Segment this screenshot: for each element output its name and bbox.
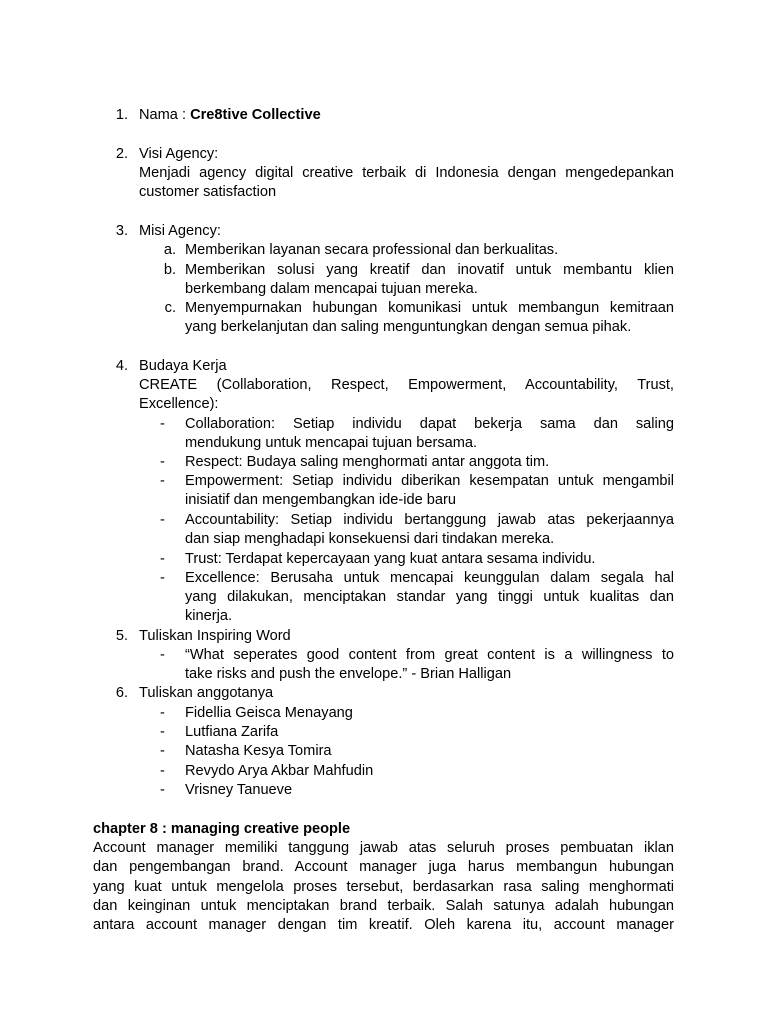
bullet-dash: - bbox=[160, 782, 165, 798]
misi-item: yang berkelanjutan dan saling menguntungkan dengan semua pihak. bbox=[185, 319, 632, 335]
nama-line bbox=[139, 106, 321, 125]
bullet-dash: - bbox=[160, 705, 165, 721]
item-number: 4. bbox=[115, 358, 128, 374]
value-item: Collaboration: Setiap individu dapat bekerja sama dan saling bbox=[185, 416, 674, 432]
item-number: 1. bbox=[115, 107, 128, 123]
item-number: 2. bbox=[115, 146, 128, 162]
budaya-intro: Excellence): bbox=[139, 396, 219, 412]
value-item: dan siap menghadapi konsekuensi dari tindakan mereka. bbox=[185, 531, 555, 547]
bullet-dash: - bbox=[160, 647, 165, 663]
sub-marker: b. bbox=[163, 262, 176, 278]
chapter-paragraph-line: dan pengembangan brand. Account manager juga harus membangun hubungan bbox=[93, 859, 674, 875]
misi-item: berkembang dalam mencapai tujuan mereka. bbox=[185, 281, 478, 297]
misi-item: Memberikan layanan secara professional dan berkualitas. bbox=[185, 242, 559, 258]
misi-item: Menyempurnakan hubungan komunikasi untuk membangun kemitraan bbox=[185, 300, 674, 316]
bullet-dash: - bbox=[160, 454, 165, 470]
inspiring-label: Tuliskan Inspiring Word bbox=[139, 628, 291, 644]
misi-item: Memberikan solusi yang kreatif dan inovatif untuk membantu klien bbox=[185, 262, 674, 278]
chapter-paragraph-line: Account manager memiliki tanggung jawab atas seluruh proses pembuatan iklan bbox=[93, 840, 674, 856]
quote-text: “What seperates good content from great content is a willingness to bbox=[185, 647, 674, 663]
chapter-paragraph-line: dan keinginan untuk menciptakan brand terbaik. Salah satunya adalah hubungan bbox=[93, 898, 674, 914]
budaya-label: Budaya Kerja bbox=[139, 358, 227, 374]
value-item: inisiatif dan mengembangkan ide-ide baru bbox=[185, 492, 456, 508]
value-item: yang dilakukan, menciptakan standar yang tinggi untuk kualitas dan bbox=[185, 589, 674, 605]
member-name: Fidellia Geisca Menayang bbox=[185, 705, 353, 721]
value-item: kinerja. bbox=[185, 608, 233, 624]
bullet-dash: - bbox=[160, 551, 165, 567]
member-name: Vrisney Tanueve bbox=[185, 782, 293, 798]
chapter-heading: chapter 8 : managing creative people bbox=[93, 821, 351, 837]
value-item: Accountability: Setiap individu bertanggung jawab atas pekerjaannya bbox=[185, 512, 674, 528]
value-item: Excellence: Berusaha untuk mencapai keunggulan dalam segala hal bbox=[185, 570, 674, 586]
member-name: Natasha Kesya Tomira bbox=[185, 743, 332, 759]
value-item: mendukung untuk mencapai tujuan bersama. bbox=[185, 435, 478, 451]
value-item: Empowerment: Setiap individu diberikan kesempatan untuk mengambil bbox=[185, 473, 674, 489]
item-number: 3. bbox=[115, 223, 128, 239]
chapter-paragraph-line: antara account manager dengan tim kreatif. Oleh karena itu, account manager bbox=[93, 917, 674, 933]
member-name: Lutfiana Zarifa bbox=[185, 724, 279, 740]
visi-text: Menjadi agency digital creative terbaik di Indonesia dengan mengedepankan bbox=[139, 165, 674, 181]
agency-name: Cre8tive Collective bbox=[190, 107, 321, 123]
nama-label: Nama : bbox=[139, 107, 191, 123]
visi-label: Visi Agency: bbox=[139, 146, 219, 162]
bullet-dash: - bbox=[160, 512, 165, 528]
item-number: 6. bbox=[115, 685, 128, 701]
bullet-dash: - bbox=[160, 473, 165, 489]
bullet-dash: - bbox=[160, 416, 165, 432]
members-label: Tuliskan anggotanya bbox=[139, 685, 274, 701]
value-item: Trust: Terdapat kepercayaan yang kuat antara sesama individu. bbox=[185, 551, 596, 567]
bullet-dash: - bbox=[160, 743, 165, 759]
quote-text: take risks and push the envelope.” - Brian Halligan bbox=[185, 666, 512, 682]
bullet-dash: - bbox=[160, 724, 165, 740]
sub-marker: c. bbox=[164, 300, 176, 316]
item-number: 5. bbox=[115, 628, 128, 644]
misi-label: Misi Agency: bbox=[139, 223, 221, 239]
chapter-paragraph-line: yang kuat untuk mengelola proses tersebut, berdasarkan rasa saling menghormati bbox=[93, 879, 674, 895]
bullet-dash: - bbox=[160, 570, 165, 586]
visi-text: customer satisfaction bbox=[139, 184, 277, 200]
sub-marker: a. bbox=[163, 242, 176, 258]
value-item: Respect: Budaya saling menghormati antar anggota tim. bbox=[185, 454, 550, 470]
member-name: Revydo Arya Akbar Mahfudin bbox=[185, 763, 374, 779]
budaya-intro: CREATE (Collaboration, Respect, Empowerment, Accountability, Trust, bbox=[139, 377, 674, 393]
bullet-dash: - bbox=[160, 763, 165, 779]
